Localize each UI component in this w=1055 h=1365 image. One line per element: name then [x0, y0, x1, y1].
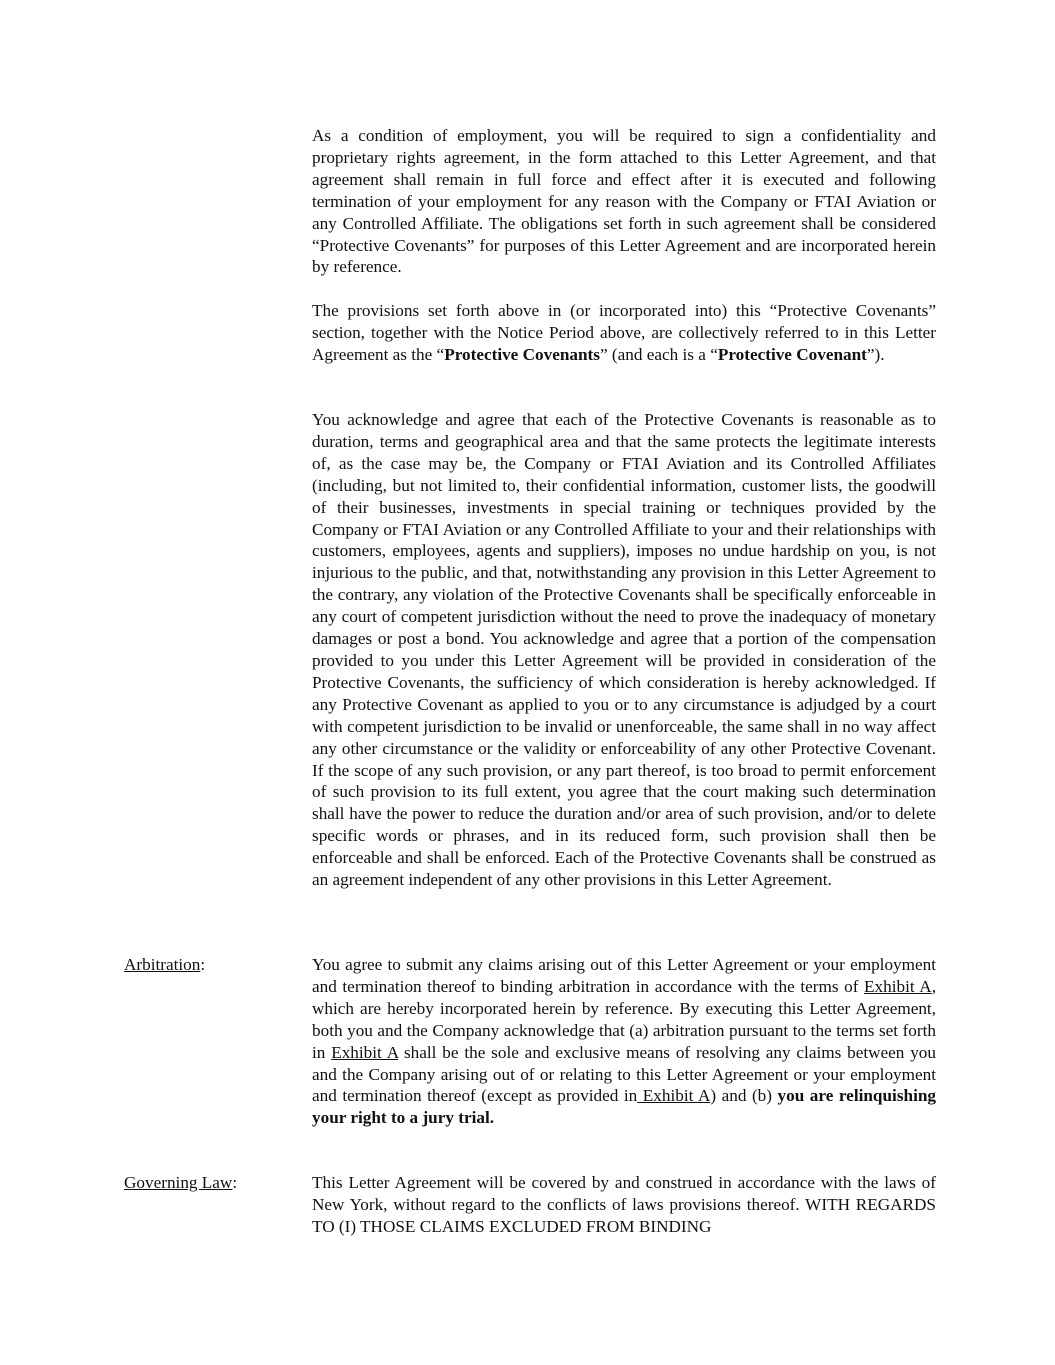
- governing-law-paragraph: This Letter Agreement will be covered by and construed in accordance with the laws of New York, without regard to the conflicts of laws provisions thereof. WITH REGARDS TO (I) THOSE CLAIMS EXCLUDED FROM BINDING: [312, 1173, 936, 1236]
- arbitration-text-2: , which are hereby incorporated herein by reference. By executing this Letter Agreement, both you and the Company acknowledge that (a) arbitration pursuant to the terms set forth in: [312, 976, 936, 1062]
- provisions-text-2: ” (and each is a “: [599, 344, 718, 364]
- acknowledgement-paragraph: You acknowledge and agree that each of the Protective Covenants is reasonable as to duration, terms and geographical area and that the same protects the legitimate interests of, as the case may be, the Company or FTAI Aviation and its Controlled Affiliates (including, but not limited to, their confidential information, customer lists, the goodwill of their businesses, investments in special training or techniques provided by the Company or FTAI Aviation or any Controlled Affiliate to your and their relationships with customers, employees, agents and suppliers), imposes no undue hardship on you, is not injurious to the public, and that, notwithstanding any provision in this Letter Agreement to the contrary, any violation of the Protective Covenants shall be specifically enforceable in any court of competent jurisdiction without the need to prove the inadequacy of monetary damages or post a bond. You acknowledge and agree that a portion of the compensation provided to you under this Letter Agreement will be provided in consideration of the Protective Covenants, the sufficiency of which consideration is hereby acknowledged. If any Protective Covenant as applied to you or to any circumstance is adjudged by a court with competent jurisdiction to be invalid or unenforceable, the same shall in no way affect any other circumstance or the validity or enforceability of any other Protective Covenant. If the scope of any such provision, or any part thereof, is too broad to permit enforcement of such provision to its full extent, you agree that the court making such determination shall have the power to reduce the duration and/or area of such provision, and/or to delete specific words or phrases, and in its reduced form, such provision shall then be enforceable and shall be enforced. Each of the Protective Covenants shall be construed as an agreement independent of any other provisions in this Letter Agreement.: [312, 410, 936, 890]
- confidentiality-paragraph: As a condition of employment, you will be required to sign a confidentiality and proprietary rights agreement, in the form attached to this Letter Agreement, and that agreement shall remain in full force and effect after it is executed and following termination of your employment for any reason with the Company or FTAI Aviation or any Controlled Affiliate. The obligations set forth in such agreement shall be considered “Protective Covenants” for purposes of this Letter Agreement and are incorporated herein by reference.: [312, 126, 936, 277]
- arbitration-heading: [124, 954, 205, 976]
- governing-law-label: Governing Law: [124, 1173, 233, 1192]
- defined-term-protective-covenants: Protective Covenants: [444, 344, 600, 364]
- exhibit-a-link-2[interactable]: Exhibit A: [331, 1042, 399, 1062]
- arbitration-paragraph: [312, 954, 936, 1129]
- jury-trial-waiver: you are relinquishing your right to a jury trial.: [312, 1086, 936, 1128]
- defined-term-protective-covenant: Protective Covenant: [717, 344, 867, 364]
- arbitration-text-4: ) and (b): [710, 1086, 778, 1106]
- governing-law-colon: :: [232, 1173, 238, 1192]
- protective-covenants-definition-paragraph: [312, 300, 936, 366]
- arbitration-label: Arbitration: [124, 955, 201, 974]
- governing-law-heading: [124, 1172, 237, 1194]
- arbitration-text-1: You agree to submit any claims arising out of this Letter Agreement or your employment and termination thereof to binding arbitration in accordance with the terms of: [312, 955, 936, 996]
- arbitration-colon: :: [200, 955, 206, 974]
- provisions-text-1: The provisions set forth above in (or incorporated into) this “Protective Covenants” section, together with the Notice Period above, are collectively referred to in this Letter Agreement as the “: [312, 301, 936, 364]
- arbitration-text-3: shall be the sole and exclusive means of resolving any claims between you and the Company arising out of or relating to this Letter Agreement or your employment and termination thereof (except as provided in: [312, 1042, 936, 1106]
- provisions-text-3: ”).: [866, 344, 885, 364]
- exhibit-a-link-3[interactable]: Exhibit A: [637, 1086, 711, 1106]
- exhibit-a-link-1[interactable]: Exhibit A: [864, 976, 932, 996]
